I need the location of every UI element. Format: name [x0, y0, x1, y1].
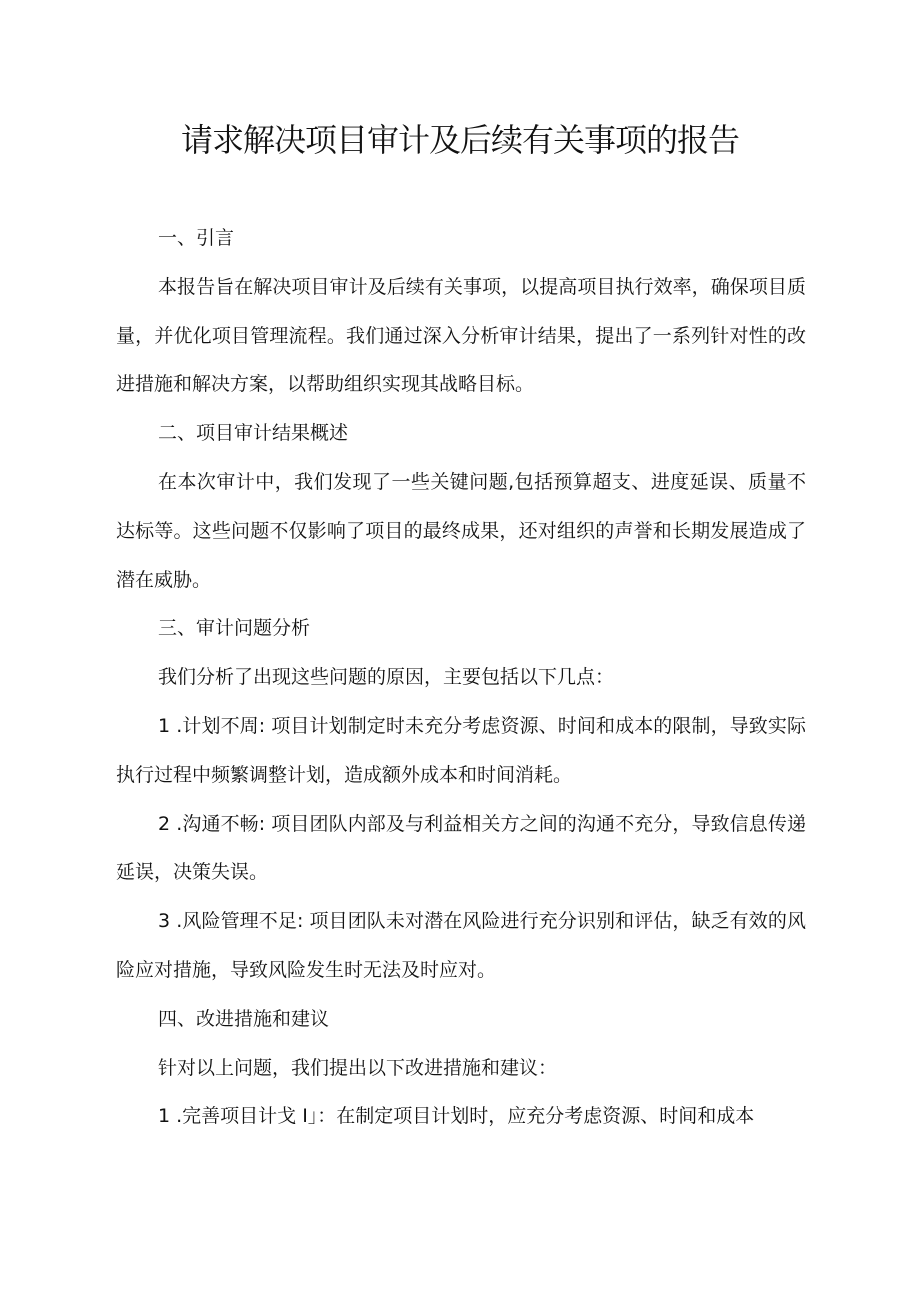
document-body	[116, 214, 806, 1141]
list-item-poor-planning: 1 .计划不周: 项目计划制定时未充分考虑资源、时间和成本的限制，导致实际执行过程中频繁调整计划，造成额外成本和时间消耗。	[116, 714, 806, 786]
section-heading-audit-overview: 二、项目审计结果概述	[158, 422, 349, 445]
list-item-improve-planning: 1 .完善项目计戈 I」：在制定项目计划时，应充分考虑资源、时间和成本	[158, 1105, 755, 1128]
paragraph-intro: 本报告旨在解决项目审计及后续有关事项，以提高项目执行效率，确保项目质量，并优化项目管理流程。我们通过深入分析审计结果，提出了一系列针对性的改进措施和解决方案，以帮助组织实现其战略目标。	[116, 275, 806, 396]
list-item-poor-communication: 2 .沟通不畅: 项目团队内部及与利益相关方之间的沟通不充分，导致信息传递延误，决策失误。	[116, 812, 806, 884]
section-heading-issue-analysis: 三、审计问题分析	[158, 617, 311, 640]
list-item-risk-management: 3 .风险管理不足: 项目团队未对潜在风险进行充分识别和评估，缺乏有效的风险应对措施，导致风险发生时无法及时应对。	[116, 910, 806, 981]
section-heading-intro: 一、引言	[158, 227, 235, 249]
paragraph-audit-overview: 在本次审计中，我们发现了一些关键问题,包括预算超支、进度延误、质量不达标等。这些问题不仅影响了项目的最终成果，还对组织的声誉和长期发展造成了潜在威胁。	[116, 470, 806, 591]
document-title: 请求解决项目审计及后续有关事项的报告	[180, 121, 739, 159]
paragraph-improvements-lead: 针对以上问题，我们提出以下改进措施和建议：	[158, 1056, 558, 1079]
section-heading-improvements: 四、改进措施和建议	[158, 1007, 330, 1030]
paragraph-issue-analysis-lead: 我们分析了出现这些问题的原因，主要包括以下几点：	[158, 666, 615, 689]
